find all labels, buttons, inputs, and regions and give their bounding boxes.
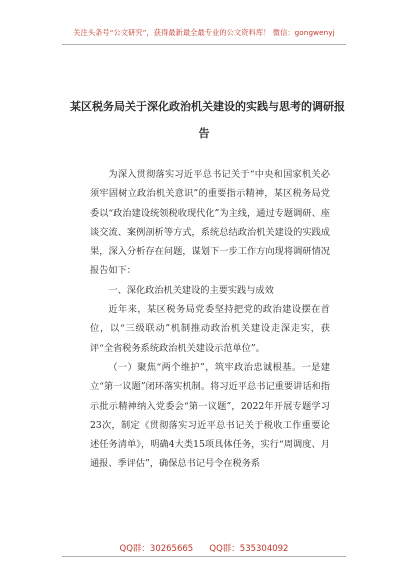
section-heading: 一、深化政治机关建设的主要实践与成效 bbox=[108, 284, 274, 296]
qq-group-1: QQ群：30265665 bbox=[119, 544, 194, 554]
document-title-line-2: 告 bbox=[198, 127, 210, 140]
footer-divider bbox=[62, 556, 346, 557]
body-paragraph: 近年来，某区税务局党委坚持把党的政治建设摆在首位，以“三级联动”机制推动政治机关建设走深走实，获评“全省税务系统政治机关建设示范单位”。 bbox=[90, 304, 330, 354]
header-divider bbox=[62, 44, 346, 45]
promo-banner: 关注头条号“公文研究”，获得最新最全最专业的公文资料库！ 微信：gongwenyj bbox=[73, 28, 335, 37]
document-body bbox=[90, 165, 330, 474]
footer-contact bbox=[0, 542, 408, 554]
body-paragraph: （一）聚焦“两个维护”，筑牢政治忠诚根基。一是建立“第一议题”闭环落实机制。将习近平总书记重要讲话和指示批示精神纳入党委会“第一议题”，2022年开展专题学习23次，制定《贯彻落实习近平总书记关于税收工作重要论述任务清单》，明确4大类15项具体任务，实行“周调度、月通报、季评估”，确保总书记号令在税务系 bbox=[90, 361, 330, 470]
intro-paragraph: 为深入贯彻落实习近平总书记关于“中央和国家机关必须牢固树立政治机关意识”的重要指示精神，某区税务局党委以“政治建设统领税收现代化”为主线，通过专题调研、座谈交流、案例剖析等方式，系统总结政治机关建设的实践成果，深入分析存在问题，谋划下一步工作方向现将调研情况报告如下： bbox=[90, 169, 330, 277]
document-title-line-1: 某区税务局关于深化政治机关建设的实践与思考的调研报 bbox=[70, 100, 345, 113]
qq-group-2: QQ群：535304092 bbox=[209, 544, 289, 554]
